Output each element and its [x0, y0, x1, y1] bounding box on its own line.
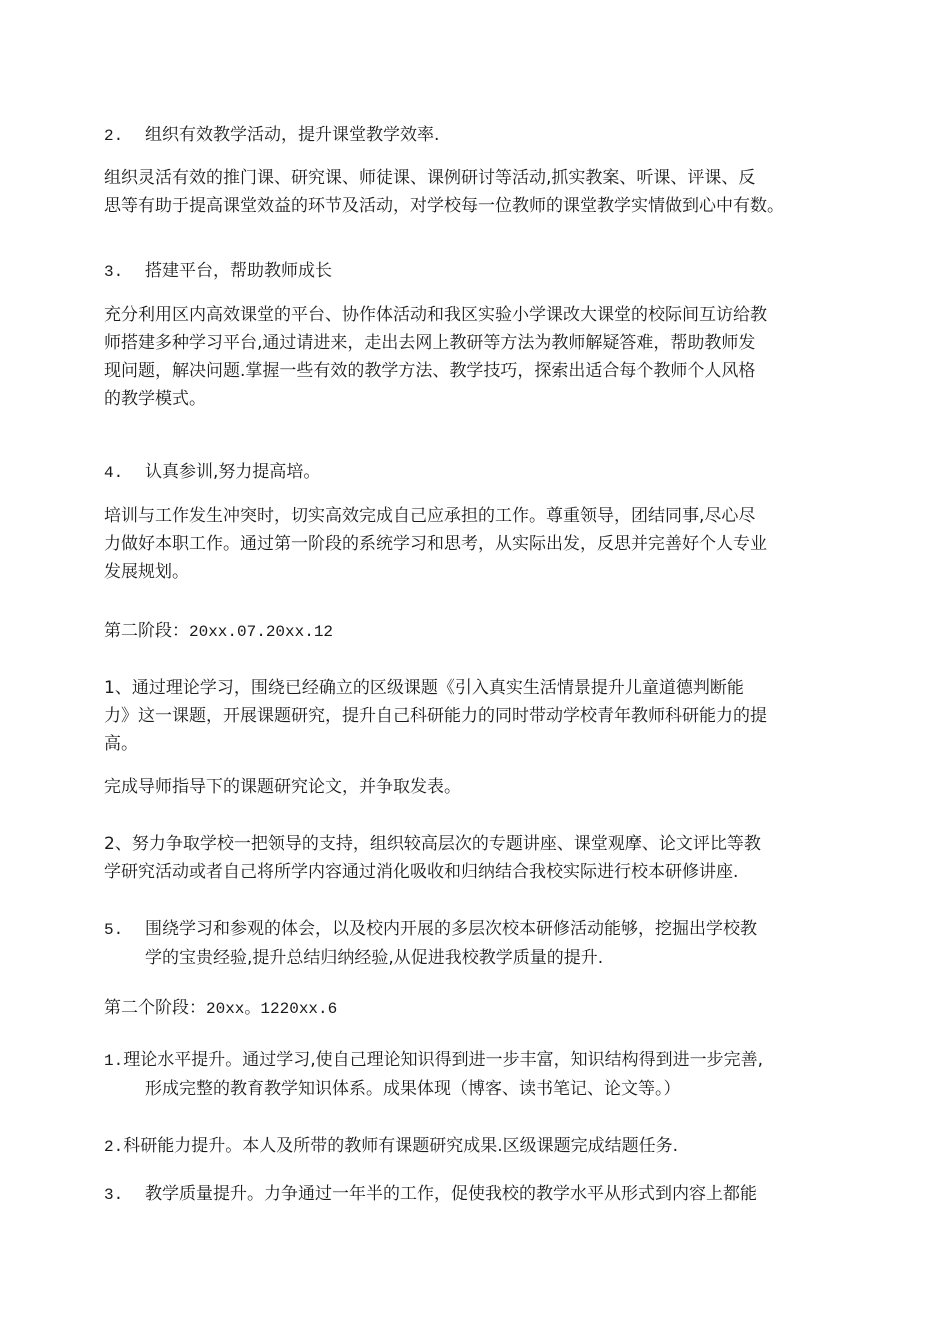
- item-4-heading: [104, 458, 320, 487]
- item-number: 3.: [104, 1186, 124, 1204]
- stage-date-range: 20xx。1220xx.6: [206, 1000, 338, 1018]
- paragraph-line: 思等有助于提高课堂效益的环节及活动，对学校每一位教师的课堂教学实情做到心中有数。: [104, 196, 784, 216]
- stage-label: 第二个阶段：: [104, 998, 206, 1018]
- paragraph-line: [104, 1046, 763, 1075]
- item-heading-text: 组织有效教学活动，提升课堂教学效率.: [145, 125, 440, 145]
- paragraph-line: [104, 915, 757, 944]
- paragraph-line: 师搭建多种学习平台,通过请进来，走出去网上教研等方法为教师解疑答难，帮助教师发: [104, 333, 756, 353]
- stage-3-point-1: [104, 1046, 763, 1103]
- stage-3-heading: [104, 994, 337, 1023]
- item-3-heading: [104, 257, 332, 286]
- stage-label: 第二阶段：: [104, 621, 189, 641]
- paragraph-line: 高。: [104, 734, 138, 754]
- paragraph-line: 充分利用区内高效课堂的平台、协作体活动和我区实验小学课改大课堂的校际间互访给教: [104, 305, 767, 325]
- item-number: 3.: [104, 263, 124, 281]
- item-number: 2.: [104, 1138, 124, 1156]
- item-number: 2.: [104, 127, 124, 145]
- paragraph-line: 1、通过理论学习，围绕已经确立的区级课题《引入真实生活情景提升儿童道德判断能: [104, 678, 744, 698]
- item-2-body: [104, 164, 784, 220]
- stage-date-range: 20xx.07.20xx.12: [189, 623, 334, 641]
- item-heading-text: 搭建平台，帮助教师成长: [145, 261, 332, 281]
- stage-2-point-1-note: [104, 773, 461, 801]
- item-number: 5.: [104, 921, 124, 939]
- paragraph-line: 发展规划。: [104, 562, 189, 582]
- paragraph-line: 学的宝贵经验,提升总结归纳经验,从促进我校教学质量的提升.: [145, 948, 604, 968]
- item-4-body: [104, 502, 767, 586]
- paragraph-line: 形成完整的教育教学知识体系。成果体现（博客、读书笔记、论文等。）: [145, 1079, 681, 1099]
- item-number: 4.: [104, 464, 124, 482]
- stage-2-point-2: [104, 830, 761, 886]
- stage-2-point-1: [104, 674, 767, 758]
- paragraph-line: 完成导师指导下的课题研究论文，并争取发表。: [104, 777, 461, 797]
- stage-2-heading: [104, 617, 333, 646]
- item-3-body: [104, 301, 767, 413]
- line-text: 围绕学习和参观的体会，以及校内开展的多层次校本研修活动能够，挖掘出学校教: [145, 919, 757, 939]
- item-number: 1.: [104, 1052, 124, 1070]
- line-text: 科研能力提升。本人及所带的教师有课题研究成果.区级课题完成结题任务.: [123, 1136, 679, 1156]
- paragraph-line: 力做好本职工作。通过第一阶段的系统学习和思考，从实际出发，反思并完善好个人专业: [104, 534, 767, 554]
- paragraph-line: 培训与工作发生冲突时，切实高效完成自己应承担的工作。尊重领导，团结同事,尽心尽: [104, 506, 756, 526]
- stage-2-point-5: [104, 915, 757, 972]
- stage-3-point-2: [104, 1132, 678, 1161]
- paragraph-line: 组织灵活有效的推门课、研究课、师徒课、课例研讨等活动,抓实教案、听课、评课、反: [104, 168, 756, 188]
- stage-3-point-3: [104, 1180, 757, 1209]
- paragraph-line: 的教学模式。: [104, 389, 206, 409]
- item-heading-text: 认真参训,努力提高培。: [145, 462, 321, 482]
- paragraph-line: 现问题，解决问题.掌握一些有效的教学方法、教学技巧，探索出适合每个教师个人风格: [104, 361, 756, 381]
- line-text: 教学质量提升。力争通过一年半的工作，促使我校的教学水平从形式到内容上都能: [145, 1184, 757, 1204]
- line-text: 理论水平提升。通过学习,使自己理论知识得到进一步丰富，知识结构得到进一步完善,: [123, 1050, 764, 1070]
- paragraph-line: 2、努力争取学校一把领导的支持，组织较高层次的专题讲座、课堂观摩、论文评比等教: [104, 834, 761, 854]
- paragraph-line: 力》这一课题，开展课题研究，提升自己科研能力的同时带动学校青年教师科研能力的提: [104, 706, 767, 726]
- paragraph-line: 学研究活动或者自己将所学内容通过消化吸收和归纳结合我校实际进行校本研修讲座.: [104, 862, 739, 882]
- item-2-heading: [104, 121, 439, 150]
